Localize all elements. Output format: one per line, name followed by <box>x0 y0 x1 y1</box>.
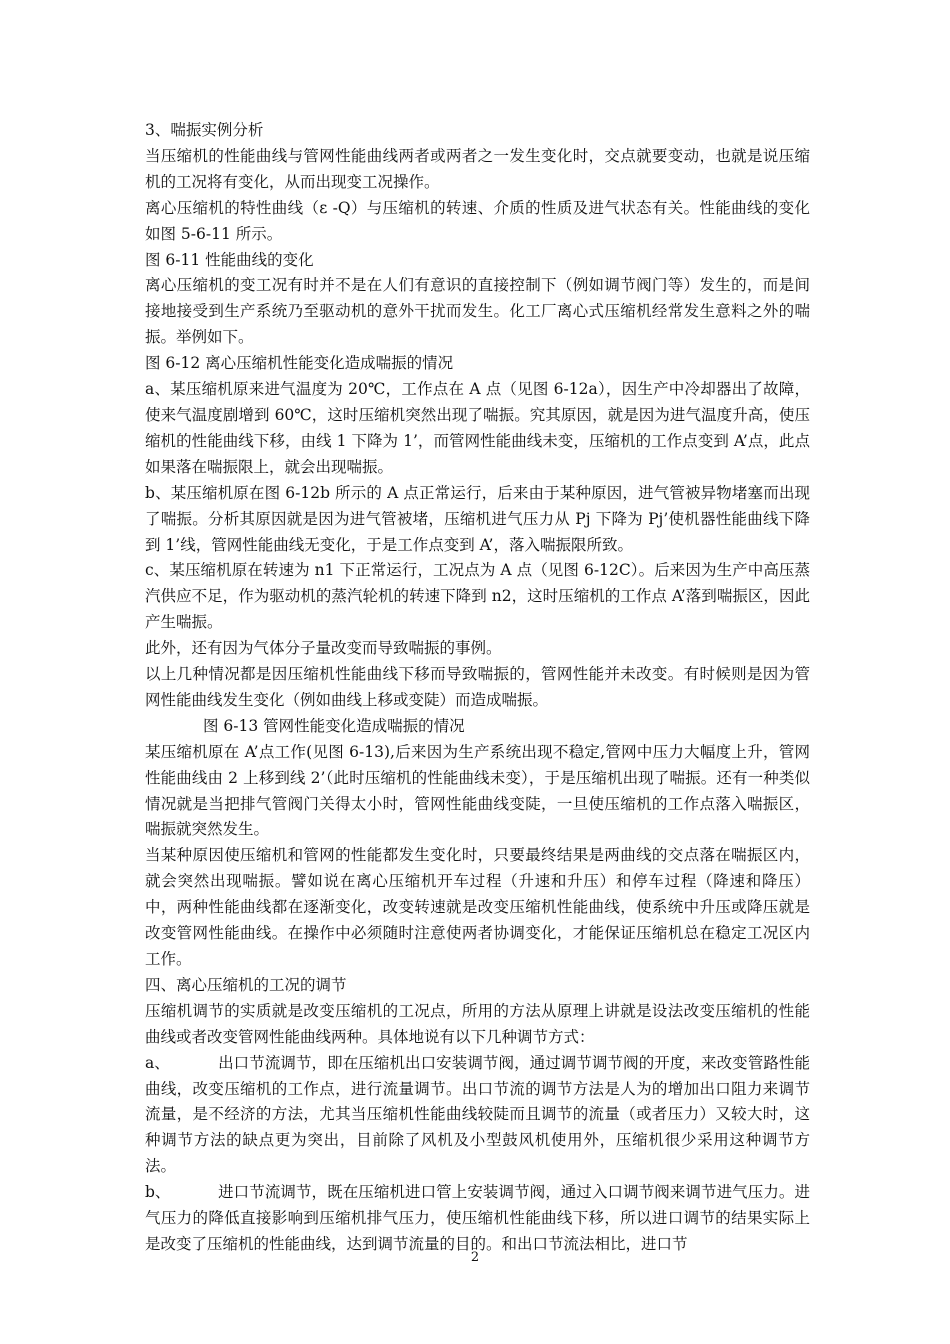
figure-caption: 图 6-11 性能曲线的变化 <box>145 250 314 269</box>
figure-caption: 图 6-12 离心压缩机性能变化造成喘振的情况 <box>145 354 454 373</box>
paragraph: 离心压缩机的特性曲线（ε -Q）与压缩机的转速、介质的性质及进气状态有关。性能曲线的变化如图 5-6-11 所示。 <box>145 198 810 243</box>
paragraph: 离心压缩机的变工况有时并不是在人们有意识的直接控制下（例如调节阀门等）发生的，而是间接地接受到生产系统乃至驱动机的意外干扰而发生。化工厂离心式压缩机经常发生意料之外的喘振。举例如下。 <box>145 276 810 347</box>
paragraph: 压缩机调节的实质就是改变压缩机的工况点，所用的方法从原理上讲就是设法改变压缩机的性能曲线或者改变管网性能曲线两种。具体地说有以下几种调节方式： <box>145 1001 810 1046</box>
paragraph: a、某压缩机原来进气温度为 20℃，工作点在 A 点（见图 6-12a），因生产中冷却器出了故障，使来气温度剧增到 60℃，这时压缩机突然出现了喘振。究其原因，就是因为进气温度升高，使压缩机的性能曲线下移，由线 1 下降为 1’，而管网性能曲线未变，压缩机的工作点变到 A’点，此点如果落在喘振限上，就会出现喘振。 <box>145 380 810 476</box>
paragraph: b、某压缩机原在图 6-12b 所示的 A 点正常运行，后来由于某种原因，进气管被异物堵塞而出现了喘振。分析其原因就是因为进气管被堵，压缩机进气压力从 Pj 下降为 Pj’使机器性能曲线下降到 1’线，管网性能曲线无变化，于是工作点变到 A’，落入喘振限所致。 <box>145 483 810 554</box>
section-heading: 四、离心压缩机的工况的调节 <box>145 975 347 994</box>
paragraph: 此外，还有因为气体分子量改变而导致喘振的事例。 <box>145 639 502 658</box>
paragraph: 当某种原因使压缩机和管网的性能都发生变化时，只要最终结果是两曲线的交点落在喘振区内，就会突然出现喘振。譬如说在离心压缩机开车过程（升速和升压）和停车过程（降速和降压）中，两种性能曲线都在逐渐变化，改变转速就是改变压缩机性能曲线，使系统中升压或降压就是改变管网性能曲线。在操作中必须随时注意使两者协调变化，才能保证压缩机总在稳定工况区内工作。 <box>145 846 810 968</box>
paragraph: 某压缩机原在 A’点工作(见图 6-13),后来因为生产系统出现不稳定,管网中压力大幅度上升，管网性能曲线由 2 上移到线 2’（此时压缩机的性能曲线未变），于是压缩机出现了喘振。还有一种类似情况就是当把排气管阀门关得太小时，管网性能曲线变陡，一旦使压缩机的工作点落入喘振区，喘振就突然发生。 <box>145 742 810 839</box>
list-item-text: 进口节流调节，既在压缩机进口管上安装调节阀，通过入口调节阀来调节进气压力。进气压力的降低直接影响到压缩机排气压力，使压缩机性能曲线下移，所以进口调节的结果实际上是改变了压缩机的性能曲线，达到调节流量的目的。和出口节流法相比，进口节 <box>145 1183 810 1253</box>
paragraph: c、某压缩机原在转速为 n1 下正常运行，工况点为 A 点（见图 6-12C）。后来因为生产中高压蒸汽供应不足，作为驱动机的蒸汽轮机的转速下降到 n2，这时压缩机的工作点 A’落到喘振区，因此产生喘振。 <box>145 561 810 632</box>
paragraph: 当压缩机的性能曲线与管网性能曲线两者或两者之一发生变化时，交点就要变动，也就是说压缩机的工况将有变化，从而出现变工况操作。 <box>145 146 810 191</box>
list-item-label: b、 <box>145 1183 171 1202</box>
list-item <box>145 1180 810 1258</box>
section-heading: 3、喘振实例分析 <box>145 121 264 139</box>
figure-caption: 图 6-13 管网性能变化造成喘振的情况 <box>203 716 465 735</box>
paragraph: 以上几种情况都是因压缩机性能曲线下移而导致喘振的，管网性能并未改变。有时候则是因为管网性能曲线发生变化（例如曲线上移或变陡）而造成喘振。 <box>145 665 810 709</box>
list-item-text: 出口节流调节，即在压缩机出口安装调节阀，通过调节调节阀的开度，来改变管路性能曲线，改变压缩机的工作点，进行流量调节。出口节流的调节方法是人为的增加出口阻力来调节流量，是不经济的方法，尤其当压缩机性能曲线较陡而且调节的流量（或者压力）又较大时，这种调节方法的缺点更为突出，目前除了风机及小型鼓风机使用外，压缩机很少采用这种调节方法。 <box>145 1053 810 1176</box>
body-text <box>145 118 810 1258</box>
list-item-label: a、 <box>145 1053 170 1072</box>
page-number: 2 <box>470 1250 480 1265</box>
list-item <box>145 1051 810 1181</box>
